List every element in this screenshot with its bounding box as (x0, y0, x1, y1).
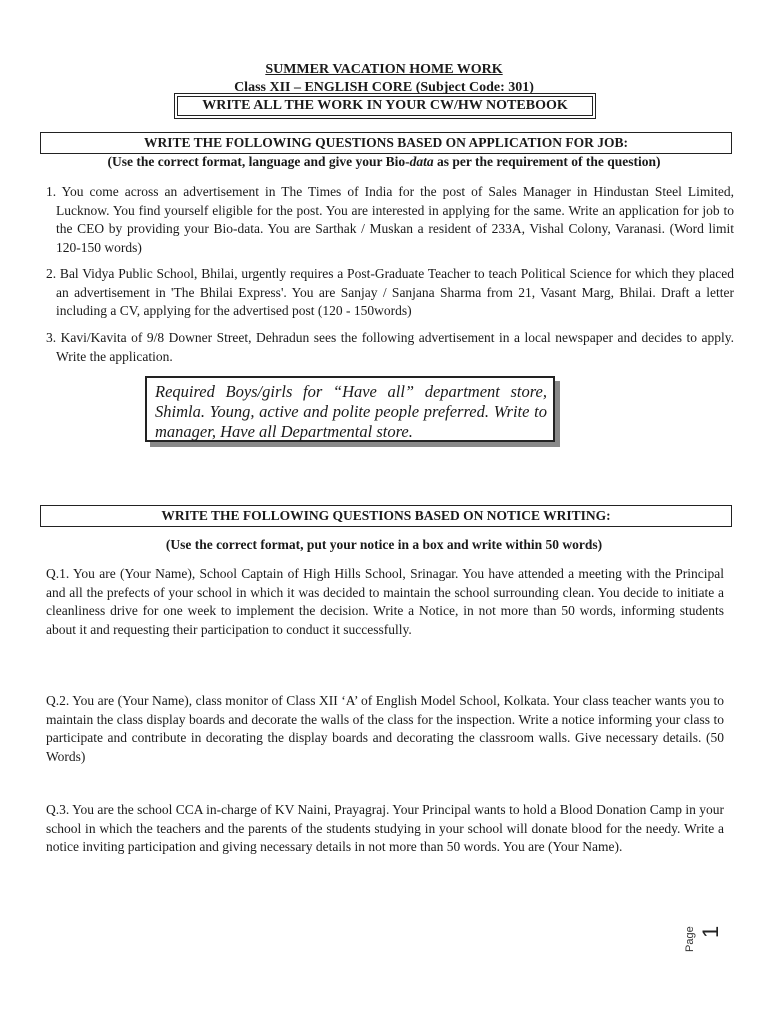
notice-question-1: Q.1. You are (Your Name), School Captain of High Hills School, Srinagar. You have attended a meeting with the Principal and all the prefects of your school in which it was decided to maintain the school surrounding clean. You decide to initiate a cleanliness drive for one week to implement the decision. Write a Notice, in not more than 50 words, informing students about it and requesting their participation to conduct it successfully. (46, 566, 724, 637)
job-question-2: 2. Bal Vidya Public School, Bhilai, urgently requires a Post-Graduate Teacher to teach Political Science for which they placed an advertisement in 'The Bhilai Express'. You are Sanjay / Sanjana Sharma from 21, Vasant Marg, Bhilai. Draft a letter including a CV, applying for the advertised post (120 - 150words) (46, 266, 734, 318)
notice-question-2: Q.2. You are (Your Name), class monitor of Class XII ‘A’ of English Model School, Kolkata. Your class teacher wants you to maintain the class display boards and decorate the walls of the class for the inspection. Write a notice informing your class to participate and contribute in decorating the display boards and decorating the classroom walls. Give necessary details. (50 Words) (46, 693, 724, 764)
page-label: Page (684, 926, 696, 952)
class-line: Class XII – ENGLISH CORE (Subject Code: 301) (234, 80, 534, 95)
document-title: SUMMER VACATION HOME WORK (265, 62, 503, 77)
notice-section-heading: WRITE THE FOLLOWING QUESTIONS BASED ON NOTICE WRITING: (40, 505, 732, 527)
page-number: 1 (698, 925, 723, 938)
job-section-heading: WRITE THE FOLLOWING QUESTIONS BASED ON APPLICATION FOR JOB: (40, 132, 732, 154)
notebook-instruction: WRITE ALL THE WORK IN YOUR CW/HW NOTEBOOK (177, 96, 593, 116)
job-question-3: 3. Kavi/Kavita of 9/8 Downer Street, Dehradun sees the following advertisement in a local newspaper and decides to apply. Write the application. (46, 330, 734, 364)
advertisement-box: Required Boys/girls for “Have all” department store, Shimla. Young, active and polite people preferred. Write to manager, Have all Departmental store. (145, 376, 555, 442)
notice-question-3: Q.3. You are the school CCA in-charge of KV Naini, Prayagraj. Your Principal wants to hold a Blood Donation Camp in your school in which the teachers and the parents of the students studying in your school will donate blood for the needy. Write a notice inviting participation and giving necessary details in not more than 50 words. You are (Your Name). (46, 802, 724, 854)
notice-instruction: (Use the correct format, put your notice in a box and write within 50 words) (165, 537, 603, 552)
job-question-1: 1. You come across an advertisement in The Times of India for the post of Sales Manager in Hindustan Steel Limited, Lucknow. You find yourself eligible for the post. You are interested in applying for the same. Write an application for job to the CEO by providing your Bio-data. You are Sarthak / Muskan a resident of 233A, Vishal Colony, Varanasi. (Word limit 120-150 words) (46, 184, 734, 255)
job-instruction: (Use the correct format, language and give your Bio-data as per the requirement of the question) (107, 154, 661, 169)
